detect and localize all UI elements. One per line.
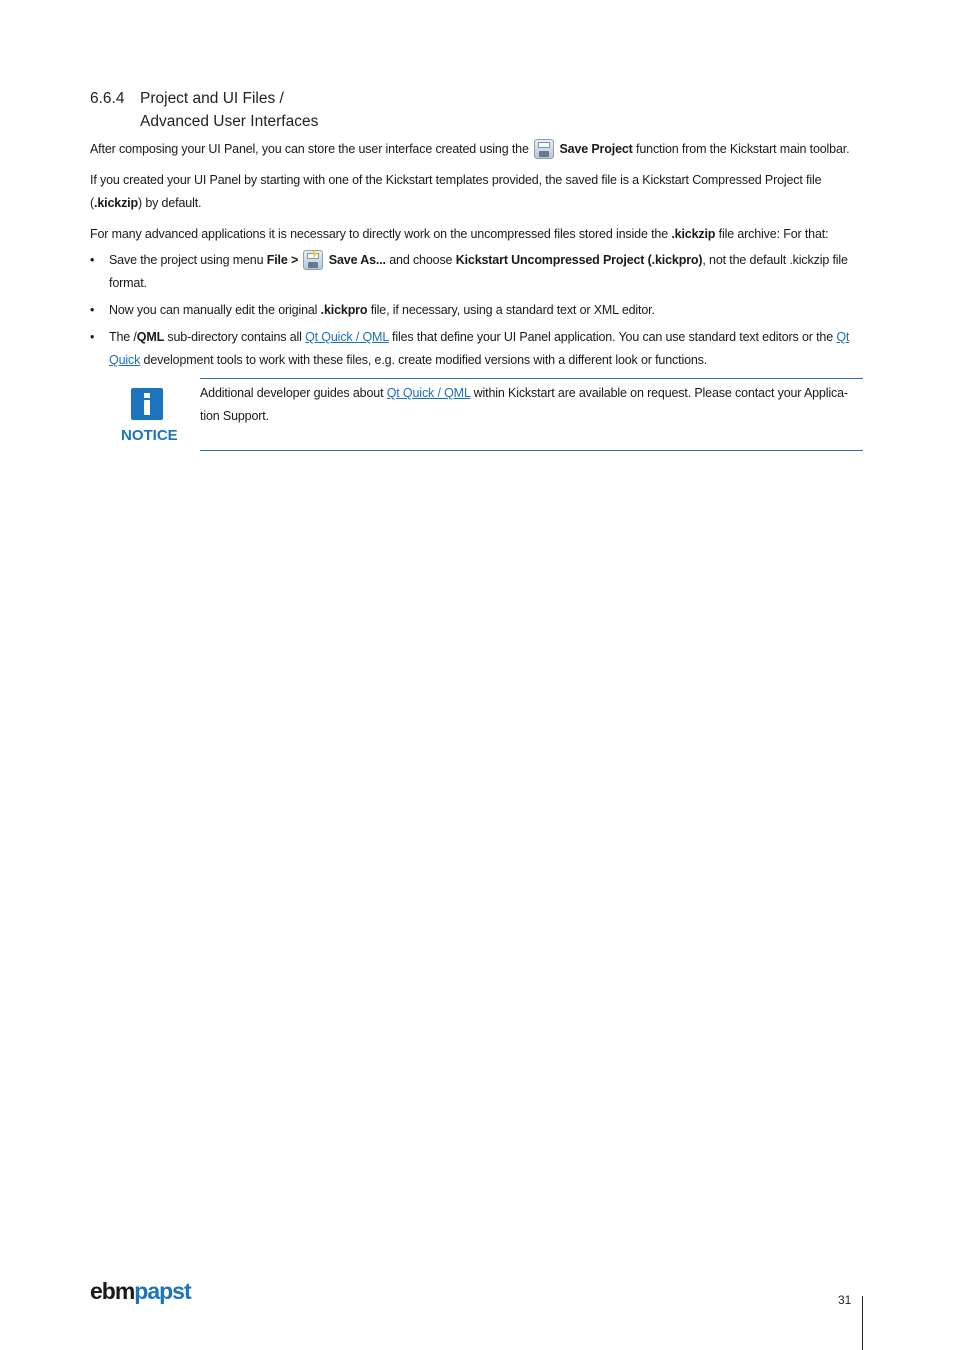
- paragraph-kickzip-default: [90, 169, 870, 215]
- logo-ebm: ebm: [90, 1278, 135, 1304]
- list-item: [90, 249, 870, 295]
- logo-papst: papst: [134, 1278, 191, 1304]
- p3-bold: .kickzip: [671, 227, 716, 241]
- p3-text-before: For many advanced applications it is necessary to directly work on the uncompressed files stored inside the: [90, 227, 668, 241]
- b1-bold-file: File >: [266, 253, 299, 267]
- p2-text: If you created your UI Panel by starting with one of the Kickstart templates provided, the saved file is a Kickstart Compressed Project file (: [90, 173, 822, 210]
- notice-label: NOTICE: [121, 427, 178, 444]
- bullet-icon: •: [90, 330, 95, 344]
- p2-text-after: ) by default.: [137, 196, 202, 210]
- p2-bold: .kickzip: [94, 196, 138, 210]
- page-marker-line: [862, 1296, 863, 1350]
- b3-text4: development tools to work with these files, e.g. create modified versions with a different look or functions.: [143, 353, 708, 367]
- save-project-icon: [534, 139, 554, 159]
- b1-bold-saveas: Save As...: [328, 253, 386, 267]
- notice-text-before: Additional developer guides about: [200, 386, 384, 400]
- b3-bold: QML: [136, 330, 165, 344]
- p1-text-after: function from the Kickstart main toolbar.: [636, 142, 850, 156]
- qt-quick-qml-link[interactable]: Qt Quick / QML: [305, 330, 389, 344]
- qt-quick-link[interactable]: Qt Quick: [109, 330, 850, 367]
- b2-text2: file, if necessary, using a standard text or XML editor.: [370, 303, 655, 317]
- steps-list: [90, 249, 870, 376]
- notice-divider-bottom: [200, 450, 863, 451]
- notice-divider-top: [200, 378, 863, 379]
- b1-text3: , not the default .kickzip file format.: [109, 253, 848, 290]
- b3-text2: sub-directory contains all: [167, 330, 302, 344]
- save-as-icon: [303, 250, 323, 270]
- section-number: 6.6.4: [90, 90, 125, 107]
- b3-text3: files that define your UI Panel application. You can use standard text editors or the: [392, 330, 834, 344]
- b2-bold: .kickpro: [320, 303, 368, 317]
- list-item: [90, 299, 870, 322]
- b3-text: The /: [109, 330, 137, 344]
- section-heading: [90, 87, 318, 133]
- ebmpapst-logo: [90, 1276, 191, 1306]
- b1-bold-kickpro: Kickstart Uncompressed Project (.kickpro): [455, 253, 703, 267]
- notice-qt-quick-qml-link[interactable]: Qt Quick / QML: [386, 386, 471, 400]
- info-icon: [131, 388, 163, 420]
- paragraph-save-project: [90, 138, 870, 161]
- p3-text-after: file archive: For that:: [718, 227, 829, 241]
- notice-text-after: within Kickstart are available on request. Please contact your Applica-tion Support.: [200, 386, 848, 423]
- b1-text2: and choose: [389, 253, 453, 267]
- notice-text: [200, 382, 860, 428]
- list-item: [90, 326, 870, 372]
- paragraph-advanced: [90, 223, 870, 246]
- b2-text: Now you can manually edit the original: [109, 303, 318, 317]
- page-number: 31: [838, 1293, 852, 1307]
- p1-text-before: After composing your UI Panel, you can store the user interface created using the: [90, 142, 529, 156]
- bullet-icon: •: [90, 303, 95, 317]
- bullet-icon: •: [90, 253, 95, 267]
- section-title-line1: Project and UI Files /: [140, 90, 284, 107]
- p1-bold: Save Project: [559, 142, 633, 156]
- b1-text: Save the project using menu: [109, 253, 264, 267]
- section-title-line2: Advanced User Interfaces: [140, 113, 319, 130]
